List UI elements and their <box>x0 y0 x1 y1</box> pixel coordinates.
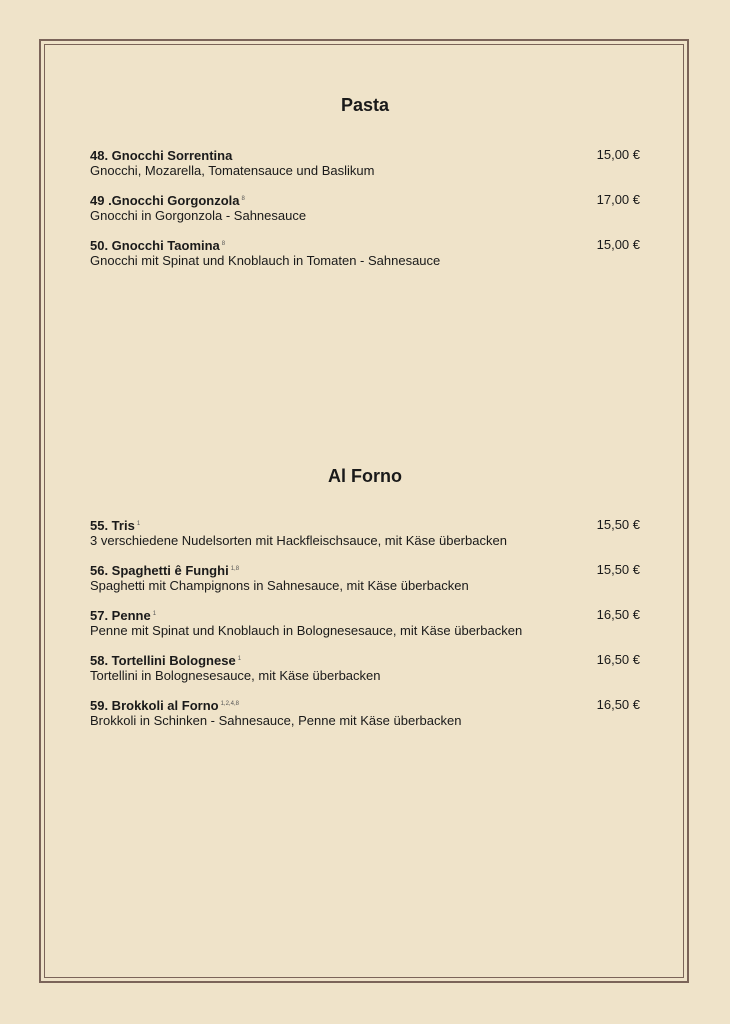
menu-item-price: 16,50 € <box>596 607 640 622</box>
menu-item-description: Gnocchi mit Spinat und Knoblauch in Tomaten - Sahnesauce <box>90 253 441 268</box>
menu-item-49 <box>90 192 640 224</box>
allergen-codes: 1,2,4,8 <box>220 701 239 707</box>
menu-item-55 <box>90 517 640 549</box>
allergen-codes: 8 <box>221 241 226 247</box>
menu-item-59 <box>90 697 640 729</box>
page-border <box>39 39 689 983</box>
menu-item-name: 48. Gnocchi Sorrentina <box>90 148 233 163</box>
menu-item-description: 3 verschiedene Nudelsorten mit Hackfleischsauce, mit Käse überbacken <box>90 533 507 548</box>
menu-item-price: 17,00 € <box>596 192 640 207</box>
menu-item-name: 56. Spaghetti ê Funghi $^{1,8}$ <box>90 563 240 578</box>
menu-item-57 <box>90 607 640 639</box>
menu-item-description: Penne mit Spinat und Knoblauch in Bolognesesauce, mit Käse überbacken <box>90 623 523 638</box>
page-border-inner <box>44 44 684 978</box>
menu-item-description: Gnocchi in Gorgonzola - Sahnesauce <box>90 208 307 223</box>
menu-item-name: 50. Gnocchi Taomina $^8$ <box>90 238 226 253</box>
menu-item-price: 15,00 € <box>596 147 640 162</box>
menu-item-48 <box>90 147 640 179</box>
menu-item-56 <box>90 562 640 594</box>
menu-item-name: 59. Brokkoli al Forno $^{1,2,4,8}$ <box>90 698 239 713</box>
menu-item-58 <box>90 652 640 684</box>
allergen-codes: 1,8 <box>230 566 240 572</box>
allergen-codes: 1 <box>136 521 141 527</box>
section-title-pasta: Pasta <box>340 95 390 115</box>
menu-item-price: 15,00 € <box>596 237 640 252</box>
allergen-codes: 1 <box>152 611 157 617</box>
menu-item-50 <box>90 237 640 269</box>
menu-item-name: 55. Tris $^1$ <box>90 518 141 533</box>
menu-item-price: 15,50 € <box>596 562 640 577</box>
menu-item-description: Spaghetti mit Champignons in Sahnesauce, mit Käse überbacken <box>90 578 469 593</box>
menu-item-price: 16,50 € <box>596 697 640 712</box>
menu-item-description: Gnocchi, Mozarella, Tomatensauce und Baslikum <box>90 163 375 178</box>
section-title-al-forno: Al Forno <box>328 466 402 486</box>
menu-item-name: 49 .Gnocchi Gorgonzola $^8$ <box>90 193 245 208</box>
menu-item-price: 15,50 € <box>596 517 640 532</box>
menu-item-name: 58. Tortellini Bolognese $^1$ <box>90 653 242 668</box>
menu-item-description: Tortellini in Bolognesesauce, mit Käse überbacken <box>90 668 381 683</box>
allergen-codes: 1 <box>237 656 242 662</box>
allergen-codes: 8 <box>241 196 245 202</box>
menu-item-name: 57. Penne $^1$ <box>90 608 157 623</box>
menu-item-price: 16,50 € <box>596 652 640 667</box>
menu-item-description: Brokkoli in Schinken - Sahnesauce, Penne mit Käse überbacken <box>90 713 462 728</box>
